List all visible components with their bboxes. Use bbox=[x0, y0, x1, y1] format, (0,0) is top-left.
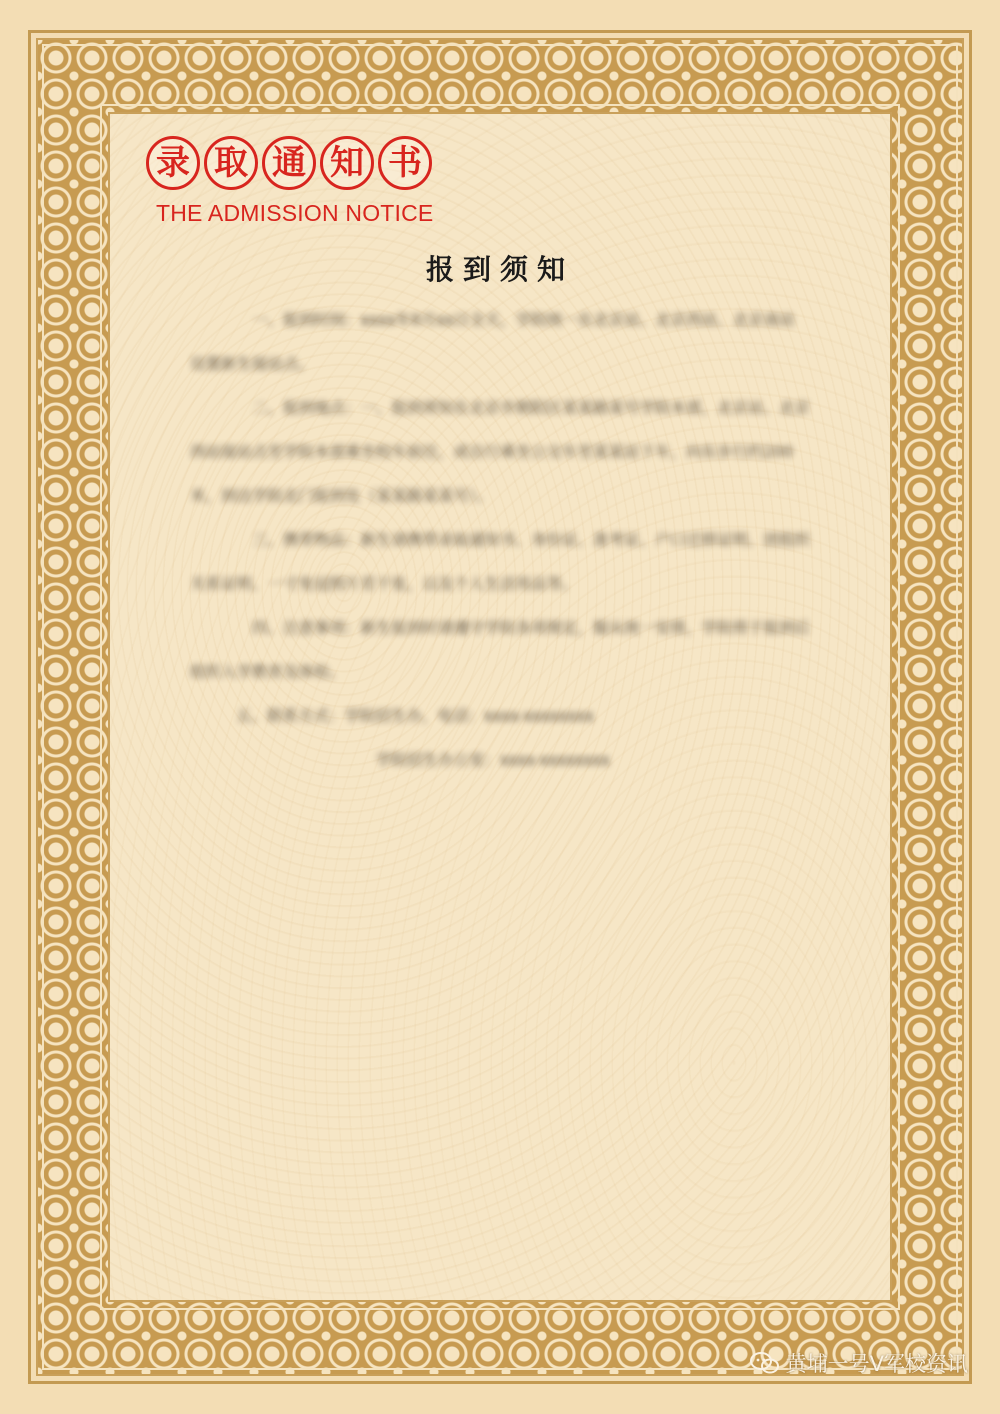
seal-char: 书 bbox=[378, 136, 432, 190]
heading-seals bbox=[146, 136, 432, 190]
seal-char: 知 bbox=[320, 136, 374, 190]
document-body bbox=[190, 298, 810, 782]
watermark bbox=[750, 1348, 968, 1378]
paragraph: 四、注意事项：新生报到时请遵守学院各项规定，服从统一安排，学院将于报到后组织入学教育及体检。 bbox=[190, 619, 811, 681]
contact-line: 学院招生办公室：xxxx-xxxxxxxx bbox=[376, 751, 610, 769]
seal-char: 录 bbox=[146, 136, 200, 190]
wechat-icon bbox=[750, 1351, 780, 1375]
seal-char: 取 bbox=[204, 136, 258, 190]
paragraph: 一、报到时间：xxxx年8月xx日全天，学院统一在北京站、北京西站、北京南站设置新生接站点。 bbox=[190, 311, 795, 373]
paragraph: 三、携带物品：新生请携带录取通知书、身份证、准考证、户口迁移证明、团组织关系证明、一寸免冠照片若干张，以及个人生活用品等。 bbox=[190, 531, 811, 593]
document-title: 报到须知 bbox=[425, 253, 574, 286]
paragraph: 二、报到地点：一、报到须知在北京市朝阳区某某路某号学院本部，北京站、北京西站接站点至学院本部乘坐校车前往，或自行乘坐公交车至某某站下车，向东步行约200米，到达学院北门报到处（某某路某某号）。 bbox=[190, 399, 811, 505]
contact-line: 五、联系方式：学院招生办，电话：xxxx-xxxxxxxx bbox=[236, 707, 594, 725]
english-subtitle: THE ADMISSION NOTICE bbox=[156, 200, 434, 226]
watermark-text: 黄埔一号V军校资讯 bbox=[785, 1352, 968, 1376]
seal-char: 通 bbox=[262, 136, 316, 190]
